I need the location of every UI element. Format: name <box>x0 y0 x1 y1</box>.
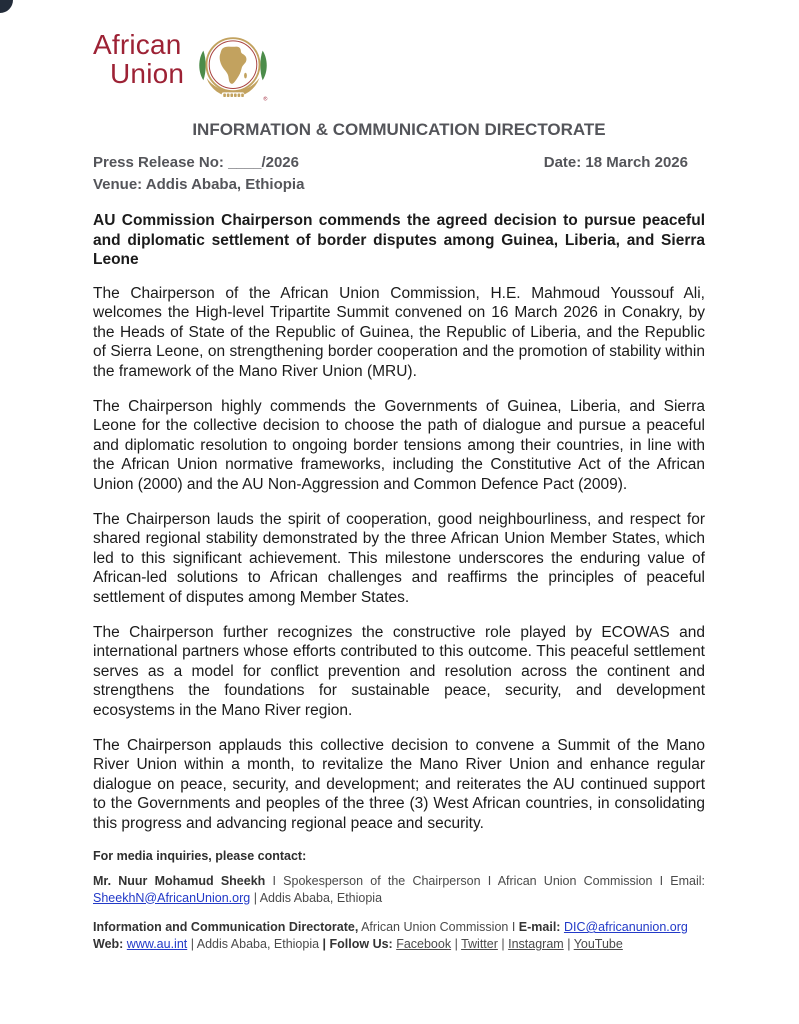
press-release-meta <box>93 153 705 173</box>
body-paragraph-4: The Chairperson further recognizes the constructive role played by ECOWAS and international partners whose efforts contributed to this outcome. This peaceful settlement serves as a model for conflict prevention and resolution across the continent and strengthens the foundations for sustainable peace, security, and development ecosystems in the Mano River region. <box>93 623 705 719</box>
instagram-link[interactable]: Instagram <box>508 937 564 951</box>
body-paragraph-1: The Chairperson of the African Union Commission, H.E. Mahmoud Youssouf Ali, welcomes the High-level Tripartite Summit convened on 16 March 2026 in Conakry, by the Heads of State of the Republic of Guinea, the Republic of Liberia, and the Republic of Sierra Leone, on strengthening border cooperation and the promotion of stability within the framework of the Mano River Union (MRU). <box>93 284 705 380</box>
body-paragraph-5: The Chairperson applauds this collective decision to convene a Summit of the Mano River Union within a month, to revitalize the Mano River Union and enhance regular dialogue on peace, security, and development; and reiterates the AU continued support to the Governments and peoples of the three (3) West African countries, in consolidating this progress and advancing regional peace and security. <box>93 736 705 832</box>
body-paragraph-2: The Chairperson highly commends the Governments of Guinea, Liberia, and Sierra Leone for the collective decision to choose the path of dialogue and pursue a peaceful and diplomatic resolution to ongoing border tensions among their countries, in line with the African Union normative frameworks, including the Constitutive Act of the African Union (2000) and the AU Non-Aggression and Common Defence Pact (2009). <box>93 397 705 493</box>
facebook-link[interactable]: Facebook <box>396 937 452 951</box>
press-release-number: Press Release No: ____/2026 <box>93 154 299 171</box>
directorate-name: Information and Communication Directorate, <box>93 920 359 934</box>
follow-us-label: | Follow Us: <box>322 937 397 951</box>
media-inquiries-heading: For media inquiries, please contact: <box>93 848 307 863</box>
spokesperson-name: Mr. Nuur Mohamud Sheekh <box>93 873 266 888</box>
twitter-link[interactable]: Twitter <box>461 937 498 951</box>
spokesperson-location: | Addis Ababa, Ethiopia <box>250 890 383 905</box>
african-union-logo <box>93 30 705 106</box>
spokesperson-role: I Spokesperson of the Chairperson I African Union Commission I Email: <box>265 873 705 888</box>
logo-wordmark <box>93 30 184 88</box>
youtube-link[interactable]: YouTube <box>573 937 623 951</box>
directorate-commission: African Union Commission I <box>358 920 519 934</box>
body-paragraph-3: The Chairperson lauds the spirit of cooperation, good neighbourliness, and respect for shared regional stability demonstrated by the three African Union Member States, which led to this significant achievement. This milestone underscores the enduring value of African-led solutions to African challenges and reaffirms the principles of peaceful settlement of disputes among Member States. <box>93 510 705 606</box>
social-separator: | <box>454 937 458 951</box>
directorate-contact-line <box>93 919 705 953</box>
email-label: E-mail: <box>518 920 564 934</box>
press-release-venue: Venue: Addis Ababa, Ethiopia <box>93 176 305 193</box>
directorate-heading: INFORMATION & COMMUNICATION DIRECTORATE <box>192 120 606 139</box>
directorate-location: | Addis Ababa, Ethiopia <box>187 937 323 951</box>
web-label: Web: <box>93 937 127 951</box>
spokesperson-email-link[interactable]: SheekhN@AfricanUnion.org <box>93 890 251 905</box>
press-release-date: Date: 18 March 2026 <box>543 154 688 171</box>
website-link[interactable]: www.au.int <box>126 937 188 951</box>
african-union-emblem-icon <box>194 28 272 106</box>
press-release-title: AU Commission Chairperson commends the agreed decision to pursue peaceful and diplomatic settlement of border disputes among Guinea, Liberia, and Sierra Leone <box>93 212 705 268</box>
social-separator: | <box>567 937 571 951</box>
logo-word-union: Union <box>110 58 185 89</box>
social-separator: | <box>501 937 505 951</box>
directorate-email-link[interactable]: DIC@africanunion.org <box>563 920 688 934</box>
spokesperson-contact-line <box>93 873 705 907</box>
svg-text:®: ® <box>263 96 268 103</box>
logo-word-african: African <box>93 29 182 60</box>
